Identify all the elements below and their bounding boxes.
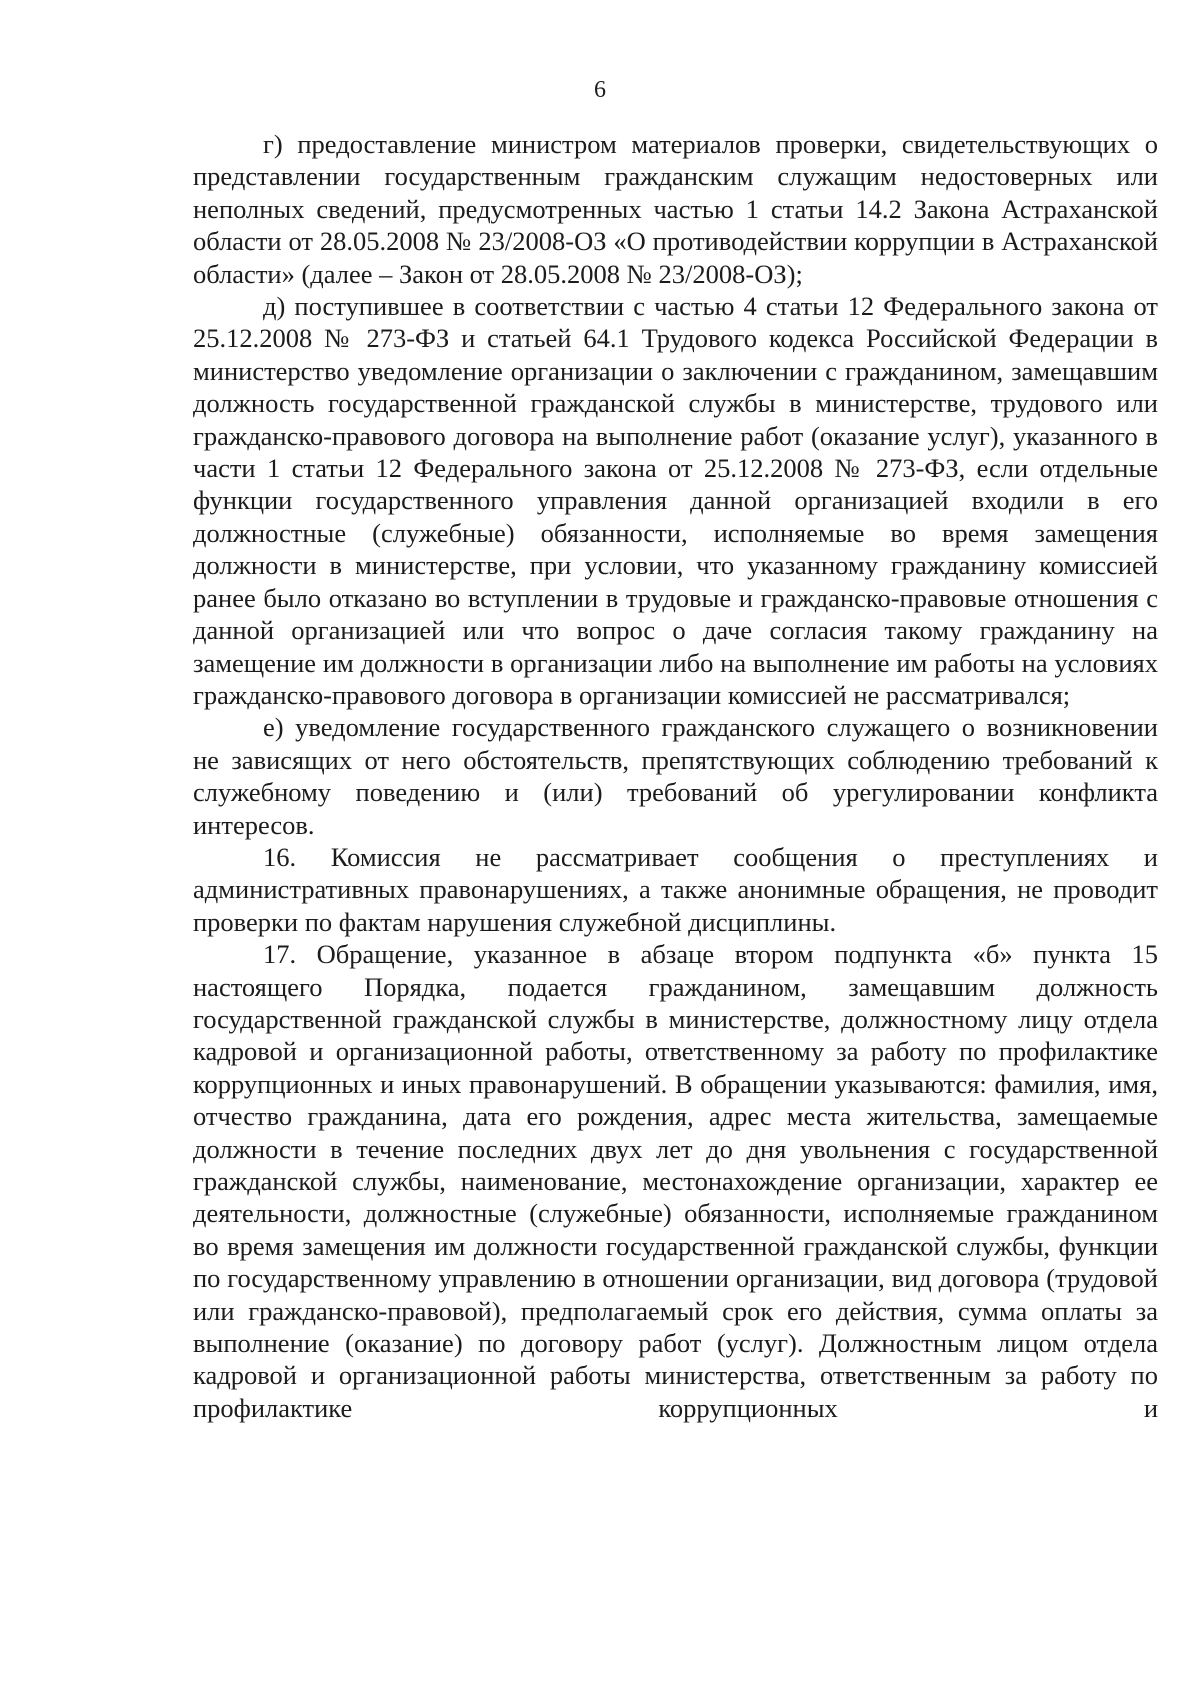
document-body xyxy=(193,128,1158,1424)
paragraph-item-e: е) уведомление государственного гражданского служащего о возникновении не зависящих от него обстоятельств, препятствующих соблюдению требований к служебному поведению и (или) требований об урегулировании конфликта интересов. xyxy=(193,712,1158,840)
paragraph-item-d: д) поступившее в соответствии с частью 4 статьи 12 Федерального закона от 25.12.2008 № 273-ФЗ и статьей 64.1 Трудового кодекса Российской Федерации в министерство уведомление организации о заключении с гражданином, замещавшим должность государственной гражданской службы в министерстве, трудового или гражданско-правового договора на выполнение работ (оказание услуг), указанного в части 1 статьи 12 Федерального закона от 25.12.2008 № 273-ФЗ, если отдельные функции государственного управления данной организацией входили в его должностные (служебные) обязанности, исполняемые во время замещения должности в министерстве, при условии, что указанному гражданину комиссией ранее было отказано во вступлении в трудовые и гражданско-правовые отношения с данной организацией или что вопрос о даче согласия такому гражданину на замещение им должности в организации либо на выполнение им работы на условиях гражданско-правового договора в организации комиссией не рассматривался; xyxy=(193,291,1158,710)
paragraph-16: 16. Комиссия не рассматривает сообщения о преступлениях и административных правонарушениях, а также анонимные обращения, не проводит проверки по фактам нарушения служебной дисциплины. xyxy=(193,841,1158,937)
page-number: 6 xyxy=(594,77,606,103)
paragraph-17: 17. Обращение, указанное в абзаце втором подпункта «б» пункта 15 настоящего Порядка, подается гражданином, замещавшим должность государственной гражданской службы в министерстве, должностному лицу отдела кадровой и организационной работы, ответственному за работу по профилактике коррупционных и иных правонарушений. В обращении указываются: фамилия, имя, отчество гражданина, дата его рождения, адрес места жительства, замещаемые должности в течение последних двух лет до дня увольнения с государственной гражданской службы, наименование, местонахождение организации, характер ее деятельности, должностные (служебные) обязанности, исполняемые гражданином во время замещения им должности государственной гражданской службы, функции по государственному управлению в отношении организации, вид договора (трудовой или гражданско-правовой), предполагаемый срок его действия, сумма оплаты за выполнение (оказание) по договору работ (услуг). Должностным лицом отдела кадровой и организационной работы министерства, ответственным за работу по профилактике коррупционных и xyxy=(193,939,1158,1423)
paragraph-item-g: г) предоставление министром материалов проверки, свидетельствующих о представлении государственным гражданским служащим недостоверных или неполных сведений, предусмотренных частью 1 статьи 14.2 Закона Астраханской области от 28.05.2008 № 23/2008-ОЗ «О противодействии коррупции в Астраханской области» (далее – Закон от 28.05.2008 № 23/2008-ОЗ); xyxy=(193,129,1158,289)
